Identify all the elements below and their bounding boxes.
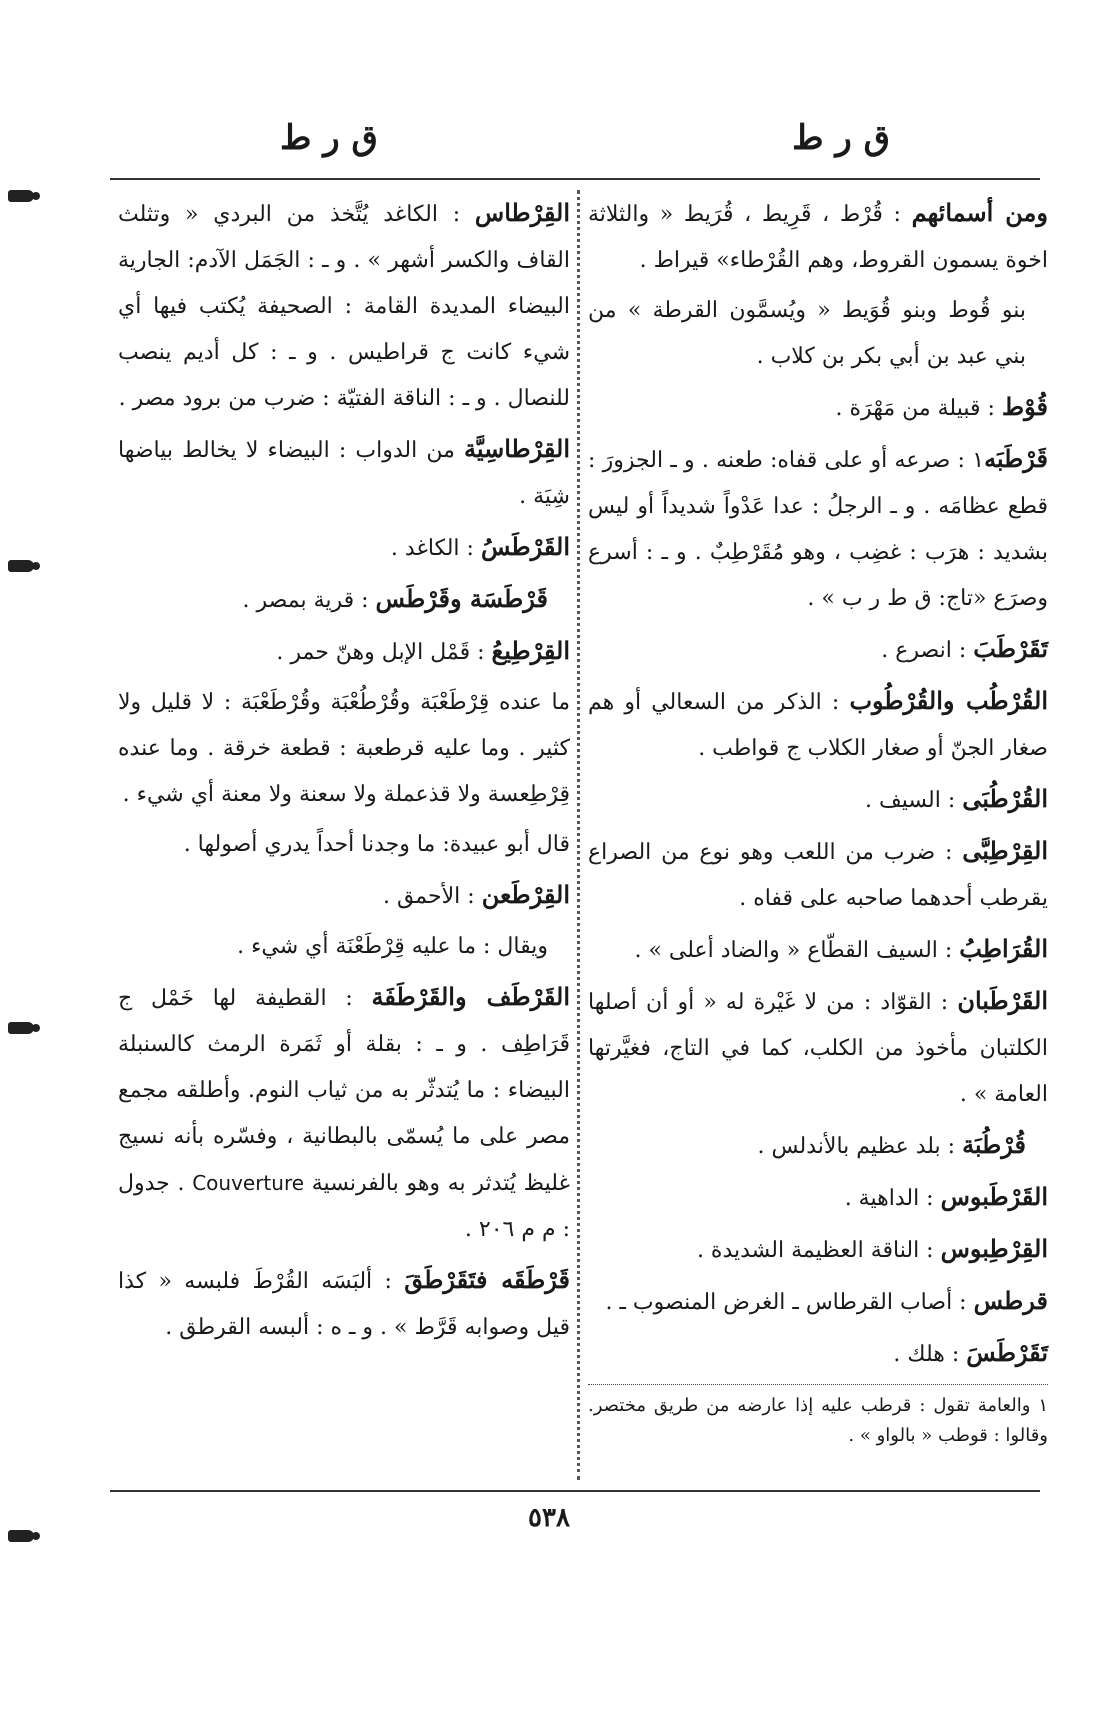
entry-headword: القِرْطَعن	[481, 880, 570, 909]
entry	[588, 828, 1048, 922]
entry	[588, 1330, 1048, 1378]
entry-headword: قُرْطُبَة	[962, 1130, 1026, 1159]
entry-headword: القِرْطاس	[474, 198, 570, 227]
entry	[118, 974, 570, 1253]
footnote: ١ والعامة تقول : قرطب عليه إذا عارضه من طريق مختصر. وقالوا : قوطب « بالواو » .	[588, 1395, 1048, 1446]
entry-text: : القوّاد : من لا غَيْرة له « أو أن أصلها الكلتبان مأخوذ من الكلب، كما في التاج، فغيَّرتها العامة » .	[588, 990, 1048, 1107]
margin-mark	[8, 560, 34, 572]
entry-text: : الداهية .	[844, 1186, 941, 1211]
entry-headword: ومن أسمائهم	[911, 198, 1049, 227]
entry-headword: قَرْطَقَه فتَقَرْطَقَ	[404, 1265, 570, 1294]
entry-headword: القِرْطِبوس	[940, 1234, 1048, 1263]
entry-text: : بلد عظيم بالأندلس .	[757, 1134, 963, 1159]
entry-text: ويقال : ما عليه قِرْطَعْنَة أي شيء .	[237, 934, 548, 959]
entry-headword: قُوْط	[1001, 392, 1048, 421]
entry	[588, 190, 1048, 284]
entry-headword: القَرْطَبوس	[940, 1182, 1048, 1211]
entry-headword: القَرْطَبان	[957, 986, 1048, 1015]
header-root-left: ق ر ط	[280, 118, 378, 158]
left-column	[118, 190, 570, 1355]
entry	[588, 1226, 1048, 1274]
entry	[118, 190, 570, 422]
entry-text: : قرية بمصر .	[242, 588, 376, 613]
entry-headword: القَرْطَف والقَرْطَفَة	[371, 982, 570, 1011]
entry-text: : قَمْل الإبل وهنّ حمر .	[276, 640, 492, 665]
entry-text: : الكاغد .	[390, 536, 481, 561]
entry-text: . جدول : م م ٢٠٦ .	[118, 1171, 570, 1242]
entry-text: بنو قُوط وبنو قُوَيط « ويُسمَّون القرطة » من بني عبد بن أبي بكر بن كلاب .	[588, 298, 1026, 369]
entry-headword: القِرْطِبَّى	[962, 836, 1048, 865]
entry-headword: قرطس	[973, 1286, 1048, 1315]
foreign-term: Couverture	[192, 1171, 305, 1195]
entry-text: ١ : صرعه أو على قفاه: طعنه . و ـ الجزورَ : قطع عظامَه . و ـ الرجلُ : عدا عَدْواً شديداً أو ليس بشديد : هرَب : غضِب ، وهو مُقَرْطِبٌ . و ـ : أسرع وصرَع «تاج: ق ط ر ب » .	[588, 448, 1048, 611]
entry-text: : أصاب القرطاس ـ الغرض المنصوب ـ .	[605, 1290, 974, 1315]
entry-text: : انصرع .	[881, 638, 974, 663]
entry-text: : الأحمق .	[382, 884, 482, 909]
margin-mark	[8, 1530, 34, 1542]
entry	[588, 678, 1048, 772]
entry-headword: القِرْطِيعُ	[491, 636, 570, 665]
entry	[588, 1122, 1048, 1170]
page-header	[110, 118, 1040, 166]
entry	[118, 524, 570, 572]
entry-text: : قبيلة من مَهْرَة .	[835, 396, 1002, 421]
entry	[588, 978, 1048, 1118]
entry-text: : القطيفة لها خَمْل ج قَرَاطِف . و ـ : بقلة أو ثَمَرة الرمث كالسنبلة البيضاء : ما يُتدثّر به من ثياب النوم. وأطلقه مجمع مصر على ما يُسمّى بالبطانية ، وفسّره بأنه نسيج غليظ يُتدثر به وهو بالفرنسية	[118, 986, 570, 1196]
entry	[588, 436, 1048, 622]
entry	[118, 924, 570, 970]
entry-text: : ألبَسَه القُرْطَ فلبسه « كذا قيل وصوابه قَرَّط » . و ـ ه : ألبسه القرطق .	[118, 1269, 570, 1340]
entry	[588, 1278, 1048, 1326]
entry-text: : السيف القطّاع « والضاد أعلى » .	[634, 938, 960, 963]
entry-headword: قَرْطَسَة وقَرْطَس	[375, 584, 548, 613]
entry-headword: القُرْطُب والقُرْطُوب	[849, 686, 1049, 715]
right-column	[588, 190, 1048, 1451]
entry	[118, 872, 570, 920]
entry-headword: القُرْطُبَى	[962, 784, 1048, 813]
entry-headword: القِرْطاسِيَّة	[464, 434, 570, 463]
entry	[588, 288, 1048, 380]
entry-headword: قَرْطَبَه	[984, 444, 1048, 473]
entry-headword: القُرَاطِبُ	[959, 934, 1048, 963]
footer-rule	[110, 1490, 1040, 1492]
margin-mark	[8, 190, 34, 202]
entry	[588, 926, 1048, 974]
entry	[588, 384, 1048, 432]
entry	[118, 822, 570, 868]
header-rule	[110, 178, 1040, 180]
entry	[118, 1257, 570, 1351]
entry	[118, 576, 570, 624]
entry-headword: القَرْطَسُ	[480, 532, 570, 561]
entry	[588, 776, 1048, 824]
margin-mark	[8, 1022, 34, 1034]
page-number: ٥٣٨	[528, 1503, 570, 1533]
header-root-right: ق ر ط	[792, 118, 890, 158]
entry-text: ما عنده قِرْطَعْبَة وقُرْطُعْبَة وقُرْطَعْبَة : لا قليل ولا كثير . وما عليه قرطعبة : قطعة خرقة . وما عنده قِرْطِعسة ولا قذعملة ولا سعنة ولا معنة أي شيء .	[118, 690, 570, 807]
entry	[118, 426, 570, 520]
entry-text: : الكاغد يُتَّخذ من البردي « وتثلث القاف والكسر أشهر » . و ـ : الجَمَل الآدم: الجارية البيضاء المديدة القامة : الصحيفة يُكتب فيها أي شيء كانت ج قراطيس . و ـ : كل أديم ينصب للنصال . و ـ : الناقة الفتيّة : ضرب من برود مصر .	[118, 202, 570, 411]
entry	[118, 628, 570, 676]
entry-text: : ضرب من اللعب وهو نوع من الصراع يقرطب أحدهما صاحبه على قفاه .	[588, 840, 1048, 911]
column-divider	[577, 190, 580, 1480]
entry-text: : السيف .	[865, 788, 963, 813]
entry	[118, 680, 570, 818]
footnote-rule	[588, 1384, 1048, 1385]
entry-headword: تَقَرْطَبَ	[973, 634, 1048, 663]
entry-text: : الذكر من السعالي أو هم صغار الجنّ أو صغار الكلاب ج قواطب .	[588, 690, 1048, 761]
entry-text: : هلك .	[893, 1342, 967, 1367]
entry-text: : قُرْط ، قَرِيط ، قُرَيط « والثلاثة اخوة يسمون القروط، وهم القُرْطاء» قيراط .	[588, 202, 1048, 273]
entry-headword: تَقَرْطَسَ	[966, 1338, 1048, 1367]
entry-text: قال أبو عبيدة: ما وجدنا أحداً يدري أصولها .	[183, 832, 570, 857]
entry-text: : الناقة العظيمة الشديدة .	[696, 1238, 941, 1263]
entry-text: من الدواب : البيضاء لا يخالط بياضها شِيَة .	[118, 438, 570, 509]
entry	[588, 626, 1048, 674]
entry	[588, 1174, 1048, 1222]
